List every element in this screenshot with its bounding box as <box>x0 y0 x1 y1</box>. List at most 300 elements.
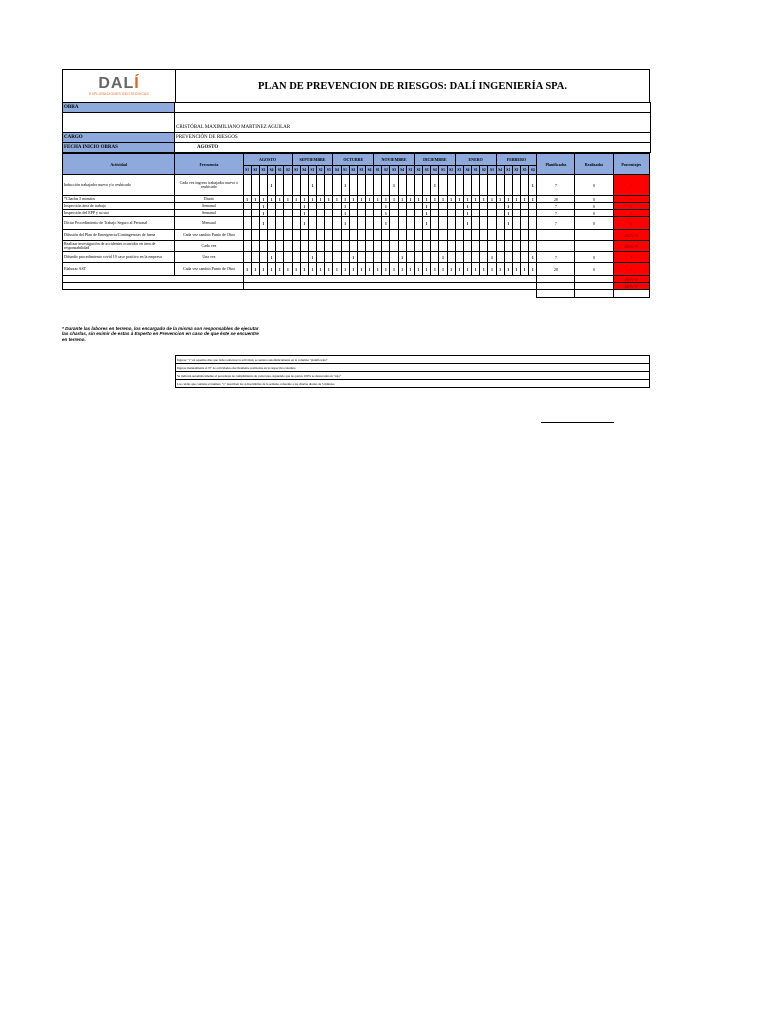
week-mark-cell[interactable]: 1 <box>349 196 357 203</box>
week-mark-cell[interactable]: 1 <box>496 196 504 203</box>
week-mark-cell[interactable] <box>398 230 406 241</box>
week-mark-cell[interactable] <box>300 252 308 263</box>
week-mark-cell[interactable]: 1 <box>268 263 276 276</box>
week-mark-cell[interactable]: 1 <box>300 217 308 230</box>
week-mark-cell[interactable] <box>374 210 382 217</box>
week-mark-cell[interactable]: 1 <box>472 196 480 203</box>
week-mark-cell[interactable]: 1 <box>341 203 349 210</box>
week-mark-cell[interactable] <box>382 241 390 252</box>
week-mark-cell[interactable] <box>398 203 406 210</box>
week-mark-cell[interactable]: 1 <box>365 196 373 203</box>
week-mark-cell[interactable]: 1 <box>529 252 537 263</box>
week-mark-cell[interactable]: 1 <box>357 196 365 203</box>
week-mark-cell[interactable]: 1 <box>341 210 349 217</box>
week-mark-cell[interactable] <box>251 203 259 210</box>
week-mark-cell[interactable] <box>414 175 422 196</box>
week-mark-cell[interactable] <box>259 241 267 252</box>
week-mark-cell[interactable] <box>341 241 349 252</box>
week-mark-cell[interactable] <box>455 210 463 217</box>
week-mark-cell[interactable] <box>512 217 520 230</box>
week-mark-cell[interactable]: 1 <box>480 196 488 203</box>
week-mark-cell[interactable] <box>292 252 300 263</box>
week-mark-cell[interactable] <box>521 230 529 241</box>
week-mark-cell[interactable] <box>325 241 333 252</box>
week-mark-cell[interactable] <box>316 252 324 263</box>
week-mark-cell[interactable] <box>521 210 529 217</box>
week-mark-cell[interactable] <box>390 230 398 241</box>
week-mark-cell[interactable] <box>488 210 496 217</box>
week-mark-cell[interactable] <box>276 252 284 263</box>
week-mark-cell[interactable]: 1 <box>300 203 308 210</box>
week-mark-cell[interactable] <box>349 175 357 196</box>
week-mark-cell[interactable] <box>243 241 251 252</box>
week-mark-cell[interactable] <box>374 203 382 210</box>
week-mark-cell[interactable]: 1 <box>349 252 357 263</box>
week-mark-cell[interactable]: 1 <box>431 263 439 276</box>
week-mark-cell[interactable]: 1 <box>382 203 390 210</box>
week-mark-cell[interactable] <box>357 175 365 196</box>
week-mark-cell[interactable]: 1 <box>439 252 447 263</box>
week-mark-cell[interactable]: 1 <box>341 217 349 230</box>
week-mark-cell[interactable] <box>455 241 463 252</box>
week-mark-cell[interactable] <box>251 252 259 263</box>
done-count[interactable] <box>575 276 613 283</box>
week-mark-cell[interactable] <box>488 203 496 210</box>
week-mark-cell[interactable] <box>406 210 414 217</box>
week-mark-cell[interactable] <box>521 252 529 263</box>
week-mark-cell[interactable] <box>243 230 251 241</box>
week-mark-cell[interactable] <box>316 203 324 210</box>
week-mark-cell[interactable] <box>529 217 537 230</box>
empty-marks[interactable] <box>243 276 537 283</box>
done-count[interactable] <box>575 283 613 290</box>
week-mark-cell[interactable] <box>463 252 471 263</box>
week-mark-cell[interactable] <box>325 210 333 217</box>
week-mark-cell[interactable] <box>292 217 300 230</box>
week-mark-cell[interactable]: 1 <box>504 196 512 203</box>
week-mark-cell[interactable] <box>423 241 431 252</box>
week-mark-cell[interactable] <box>390 252 398 263</box>
week-mark-cell[interactable] <box>349 230 357 241</box>
week-mark-cell[interactable] <box>357 230 365 241</box>
week-mark-cell[interactable] <box>333 175 341 196</box>
week-mark-cell[interactable] <box>480 210 488 217</box>
week-mark-cell[interactable] <box>333 241 341 252</box>
week-mark-cell[interactable] <box>496 210 504 217</box>
week-mark-cell[interactable]: 1 <box>463 196 471 203</box>
week-mark-cell[interactable]: 1 <box>300 210 308 217</box>
week-mark-cell[interactable] <box>325 175 333 196</box>
week-mark-cell[interactable] <box>390 203 398 210</box>
week-mark-cell[interactable]: 1 <box>447 196 455 203</box>
week-mark-cell[interactable]: 1 <box>292 196 300 203</box>
week-mark-cell[interactable] <box>357 241 365 252</box>
week-mark-cell[interactable] <box>276 241 284 252</box>
week-mark-cell[interactable]: 1 <box>455 263 463 276</box>
week-mark-cell[interactable] <box>251 241 259 252</box>
week-mark-cell[interactable] <box>480 217 488 230</box>
week-mark-cell[interactable]: 1 <box>268 252 276 263</box>
week-mark-cell[interactable] <box>341 252 349 263</box>
week-mark-cell[interactable]: 1 <box>463 217 471 230</box>
week-mark-cell[interactable] <box>292 175 300 196</box>
week-mark-cell[interactable]: 1 <box>414 196 422 203</box>
week-mark-cell[interactable] <box>463 230 471 241</box>
week-mark-cell[interactable]: 1 <box>423 203 431 210</box>
week-mark-cell[interactable] <box>325 252 333 263</box>
week-mark-cell[interactable]: 1 <box>463 263 471 276</box>
week-mark-cell[interactable] <box>414 230 422 241</box>
week-mark-cell[interactable]: 1 <box>300 263 308 276</box>
week-mark-cell[interactable] <box>333 230 341 241</box>
week-mark-cell[interactable] <box>512 241 520 252</box>
week-mark-cell[interactable] <box>308 241 316 252</box>
done-count[interactable]: 0 <box>575 175 613 196</box>
week-mark-cell[interactable] <box>529 210 537 217</box>
week-mark-cell[interactable]: 1 <box>308 263 316 276</box>
week-mark-cell[interactable] <box>472 241 480 252</box>
week-mark-cell[interactable] <box>349 217 357 230</box>
week-mark-cell[interactable] <box>488 175 496 196</box>
week-mark-cell[interactable] <box>406 241 414 252</box>
week-mark-cell[interactable] <box>382 252 390 263</box>
week-mark-cell[interactable] <box>463 241 471 252</box>
week-mark-cell[interactable] <box>414 252 422 263</box>
week-mark-cell[interactable] <box>259 230 267 241</box>
week-mark-cell[interactable]: 1 <box>390 175 398 196</box>
week-mark-cell[interactable] <box>349 241 357 252</box>
week-mark-cell[interactable]: 1 <box>423 210 431 217</box>
week-mark-cell[interactable] <box>414 210 422 217</box>
done-count[interactable]: 0 <box>575 217 613 230</box>
week-mark-cell[interactable] <box>365 175 373 196</box>
week-mark-cell[interactable]: 1 <box>472 263 480 276</box>
week-mark-cell[interactable] <box>480 203 488 210</box>
week-mark-cell[interactable] <box>480 230 488 241</box>
week-mark-cell[interactable]: 1 <box>455 196 463 203</box>
week-mark-cell[interactable]: 1 <box>390 196 398 203</box>
week-mark-cell[interactable] <box>251 210 259 217</box>
week-mark-cell[interactable] <box>374 252 382 263</box>
cargo-value[interactable]: PREVENCIÓN DE RIESGOS <box>175 133 651 143</box>
week-mark-cell[interactable]: 1 <box>521 196 529 203</box>
week-mark-cell[interactable] <box>521 217 529 230</box>
done-count[interactable]: 0 <box>575 252 613 263</box>
week-mark-cell[interactable] <box>414 217 422 230</box>
week-mark-cell[interactable] <box>268 241 276 252</box>
week-mark-cell[interactable]: 1 <box>333 196 341 203</box>
week-mark-cell[interactable] <box>480 241 488 252</box>
week-mark-cell[interactable]: 1 <box>439 263 447 276</box>
week-mark-cell[interactable] <box>521 203 529 210</box>
week-mark-cell[interactable] <box>284 241 292 252</box>
week-mark-cell[interactable]: 1 <box>504 203 512 210</box>
week-mark-cell[interactable] <box>488 241 496 252</box>
week-mark-cell[interactable] <box>382 230 390 241</box>
week-mark-cell[interactable] <box>292 210 300 217</box>
week-mark-cell[interactable]: 1 <box>365 263 373 276</box>
week-mark-cell[interactable] <box>447 203 455 210</box>
week-mark-cell[interactable] <box>308 230 316 241</box>
week-mark-cell[interactable] <box>472 210 480 217</box>
week-mark-cell[interactable] <box>472 230 480 241</box>
week-mark-cell[interactable]: 1 <box>374 196 382 203</box>
week-mark-cell[interactable] <box>251 217 259 230</box>
week-mark-cell[interactable] <box>431 217 439 230</box>
week-mark-cell[interactable]: 1 <box>504 217 512 230</box>
week-mark-cell[interactable] <box>374 175 382 196</box>
week-mark-cell[interactable] <box>276 217 284 230</box>
week-mark-cell[interactable] <box>284 252 292 263</box>
week-mark-cell[interactable] <box>423 175 431 196</box>
week-mark-cell[interactable] <box>251 230 259 241</box>
week-mark-cell[interactable] <box>512 230 520 241</box>
week-mark-cell[interactable]: 1 <box>431 175 439 196</box>
week-mark-cell[interactable] <box>357 217 365 230</box>
week-mark-cell[interactable] <box>349 210 357 217</box>
week-mark-cell[interactable]: 1 <box>292 263 300 276</box>
week-mark-cell[interactable]: 1 <box>276 196 284 203</box>
week-mark-cell[interactable] <box>406 217 414 230</box>
week-mark-cell[interactable] <box>431 252 439 263</box>
week-mark-cell[interactable]: 1 <box>488 263 496 276</box>
week-mark-cell[interactable] <box>431 203 439 210</box>
week-mark-cell[interactable]: 1 <box>259 210 267 217</box>
week-mark-cell[interactable] <box>431 210 439 217</box>
week-mark-cell[interactable]: 1 <box>406 196 414 203</box>
week-mark-cell[interactable] <box>455 175 463 196</box>
week-mark-cell[interactable] <box>292 230 300 241</box>
week-mark-cell[interactable]: 1 <box>341 196 349 203</box>
week-mark-cell[interactable] <box>333 217 341 230</box>
week-mark-cell[interactable] <box>357 203 365 210</box>
week-mark-cell[interactable] <box>268 217 276 230</box>
week-mark-cell[interactable] <box>431 241 439 252</box>
week-mark-cell[interactable] <box>406 230 414 241</box>
week-mark-cell[interactable] <box>341 230 349 241</box>
week-mark-cell[interactable] <box>472 252 480 263</box>
week-mark-cell[interactable]: 1 <box>512 263 520 276</box>
week-mark-cell[interactable]: 1 <box>325 196 333 203</box>
week-mark-cell[interactable]: 1 <box>529 196 537 203</box>
week-mark-cell[interactable] <box>268 203 276 210</box>
week-mark-cell[interactable] <box>496 241 504 252</box>
week-mark-cell[interactable] <box>365 230 373 241</box>
week-mark-cell[interactable] <box>292 241 300 252</box>
week-mark-cell[interactable] <box>406 203 414 210</box>
week-mark-cell[interactable] <box>308 217 316 230</box>
week-mark-cell[interactable] <box>439 217 447 230</box>
week-mark-cell[interactable] <box>357 210 365 217</box>
week-mark-cell[interactable] <box>455 203 463 210</box>
week-mark-cell[interactable] <box>243 217 251 230</box>
week-mark-cell[interactable]: 1 <box>259 203 267 210</box>
week-mark-cell[interactable]: 1 <box>259 196 267 203</box>
week-mark-cell[interactable] <box>472 217 480 230</box>
week-mark-cell[interactable] <box>512 203 520 210</box>
week-mark-cell[interactable]: 1 <box>463 210 471 217</box>
week-mark-cell[interactable] <box>316 175 324 196</box>
week-mark-cell[interactable] <box>472 175 480 196</box>
week-mark-cell[interactable]: 1 <box>398 263 406 276</box>
week-mark-cell[interactable] <box>512 210 520 217</box>
week-mark-cell[interactable] <box>439 210 447 217</box>
week-mark-cell[interactable] <box>398 175 406 196</box>
week-mark-cell[interactable] <box>447 210 455 217</box>
week-mark-cell[interactable]: 1 <box>308 252 316 263</box>
week-mark-cell[interactable] <box>504 241 512 252</box>
week-mark-cell[interactable]: 1 <box>529 263 537 276</box>
week-mark-cell[interactable]: 1 <box>423 196 431 203</box>
week-mark-cell[interactable]: 1 <box>398 196 406 203</box>
week-mark-cell[interactable] <box>333 210 341 217</box>
week-mark-cell[interactable]: 1 <box>398 252 406 263</box>
week-mark-cell[interactable] <box>333 203 341 210</box>
week-mark-cell[interactable]: 1 <box>521 263 529 276</box>
week-mark-cell[interactable] <box>439 203 447 210</box>
week-mark-cell[interactable] <box>414 241 422 252</box>
week-mark-cell[interactable] <box>316 217 324 230</box>
responsible-name[interactable]: CRISTÓBAL MAXIMILIANO MARTINEZ AGUILAR <box>175 113 651 133</box>
week-mark-cell[interactable] <box>365 241 373 252</box>
week-mark-cell[interactable]: 1 <box>431 196 439 203</box>
week-mark-cell[interactable] <box>398 217 406 230</box>
week-mark-cell[interactable]: 1 <box>308 175 316 196</box>
week-mark-cell[interactable]: 1 <box>268 175 276 196</box>
week-mark-cell[interactable] <box>488 230 496 241</box>
week-mark-cell[interactable] <box>496 230 504 241</box>
week-mark-cell[interactable] <box>374 241 382 252</box>
week-mark-cell[interactable]: 1 <box>243 196 251 203</box>
week-mark-cell[interactable] <box>529 203 537 210</box>
week-mark-cell[interactable] <box>529 230 537 241</box>
week-mark-cell[interactable] <box>463 175 471 196</box>
week-mark-cell[interactable]: 1 <box>406 263 414 276</box>
week-mark-cell[interactable]: 1 <box>300 196 308 203</box>
week-mark-cell[interactable] <box>455 230 463 241</box>
week-mark-cell[interactable]: 1 <box>439 196 447 203</box>
week-mark-cell[interactable] <box>276 230 284 241</box>
week-mark-cell[interactable] <box>382 175 390 196</box>
week-mark-cell[interactable] <box>365 217 373 230</box>
week-mark-cell[interactable] <box>365 252 373 263</box>
week-mark-cell[interactable] <box>325 203 333 210</box>
done-count[interactable]: 0 <box>575 210 613 217</box>
week-mark-cell[interactable] <box>292 203 300 210</box>
week-mark-cell[interactable] <box>496 217 504 230</box>
week-mark-cell[interactable]: 1 <box>316 196 324 203</box>
week-mark-cell[interactable] <box>349 203 357 210</box>
week-mark-cell[interactable] <box>300 175 308 196</box>
empty-marks[interactable] <box>243 283 537 290</box>
week-mark-cell[interactable] <box>300 230 308 241</box>
week-mark-cell[interactable] <box>365 210 373 217</box>
week-mark-cell[interactable] <box>325 217 333 230</box>
week-mark-cell[interactable]: 1 <box>504 210 512 217</box>
week-mark-cell[interactable] <box>333 252 341 263</box>
week-mark-cell[interactable]: 1 <box>488 196 496 203</box>
week-mark-cell[interactable] <box>243 203 251 210</box>
week-mark-cell[interactable] <box>512 175 520 196</box>
week-mark-cell[interactable] <box>390 241 398 252</box>
week-mark-cell[interactable] <box>480 175 488 196</box>
week-mark-cell[interactable] <box>374 230 382 241</box>
empty-activity[interactable] <box>63 276 244 283</box>
week-mark-cell[interactable] <box>455 252 463 263</box>
week-mark-cell[interactable]: 1 <box>251 263 259 276</box>
week-mark-cell[interactable]: 1 <box>382 210 390 217</box>
week-mark-cell[interactable]: 1 <box>423 217 431 230</box>
week-mark-cell[interactable] <box>406 252 414 263</box>
week-mark-cell[interactable]: 1 <box>243 263 251 276</box>
week-mark-cell[interactable]: 1 <box>447 263 455 276</box>
week-mark-cell[interactable] <box>390 217 398 230</box>
week-mark-cell[interactable]: 1 <box>414 263 422 276</box>
done-count[interactable]: 0 <box>575 203 613 210</box>
week-mark-cell[interactable] <box>398 210 406 217</box>
week-mark-cell[interactable]: 1 <box>276 263 284 276</box>
week-mark-cell[interactable]: 1 <box>316 263 324 276</box>
week-mark-cell[interactable] <box>316 241 324 252</box>
week-mark-cell[interactable]: 1 <box>308 196 316 203</box>
week-mark-cell[interactable] <box>455 217 463 230</box>
week-mark-cell[interactable] <box>259 252 267 263</box>
week-mark-cell[interactable]: 1 <box>512 196 520 203</box>
obra-value[interactable] <box>175 103 651 113</box>
week-mark-cell[interactable] <box>480 252 488 263</box>
week-mark-cell[interactable] <box>504 252 512 263</box>
week-mark-cell[interactable] <box>316 210 324 217</box>
week-mark-cell[interactable] <box>374 217 382 230</box>
week-mark-cell[interactable] <box>488 217 496 230</box>
week-mark-cell[interactable] <box>439 230 447 241</box>
week-mark-cell[interactable]: 1 <box>423 263 431 276</box>
done-count[interactable]: 0 <box>575 263 613 276</box>
week-mark-cell[interactable] <box>251 175 259 196</box>
week-mark-cell[interactable]: 1 <box>259 263 267 276</box>
week-mark-cell[interactable] <box>447 217 455 230</box>
week-mark-cell[interactable] <box>308 210 316 217</box>
week-mark-cell[interactable] <box>316 230 324 241</box>
week-mark-cell[interactable] <box>447 175 455 196</box>
week-mark-cell[interactable] <box>284 217 292 230</box>
week-mark-cell[interactable] <box>284 210 292 217</box>
week-mark-cell[interactable]: 1 <box>390 263 398 276</box>
week-mark-cell[interactable] <box>284 230 292 241</box>
week-mark-cell[interactable] <box>496 252 504 263</box>
week-mark-cell[interactable] <box>276 210 284 217</box>
week-mark-cell[interactable]: 1 <box>382 217 390 230</box>
week-mark-cell[interactable] <box>447 241 455 252</box>
week-mark-cell[interactable] <box>406 175 414 196</box>
week-mark-cell[interactable]: 1 <box>259 217 267 230</box>
week-mark-cell[interactable] <box>496 175 504 196</box>
week-mark-cell[interactable] <box>276 175 284 196</box>
week-mark-cell[interactable] <box>308 203 316 210</box>
week-mark-cell[interactable] <box>414 203 422 210</box>
week-mark-cell[interactable] <box>357 252 365 263</box>
week-mark-cell[interactable] <box>259 175 267 196</box>
week-mark-cell[interactable] <box>529 241 537 252</box>
week-mark-cell[interactable]: 1 <box>504 263 512 276</box>
week-mark-cell[interactable] <box>512 252 520 263</box>
week-mark-cell[interactable] <box>243 175 251 196</box>
week-mark-cell[interactable] <box>276 203 284 210</box>
week-mark-cell[interactable]: 1 <box>251 196 259 203</box>
week-mark-cell[interactable] <box>431 230 439 241</box>
week-mark-cell[interactable]: 1 <box>374 263 382 276</box>
week-mark-cell[interactable] <box>284 175 292 196</box>
